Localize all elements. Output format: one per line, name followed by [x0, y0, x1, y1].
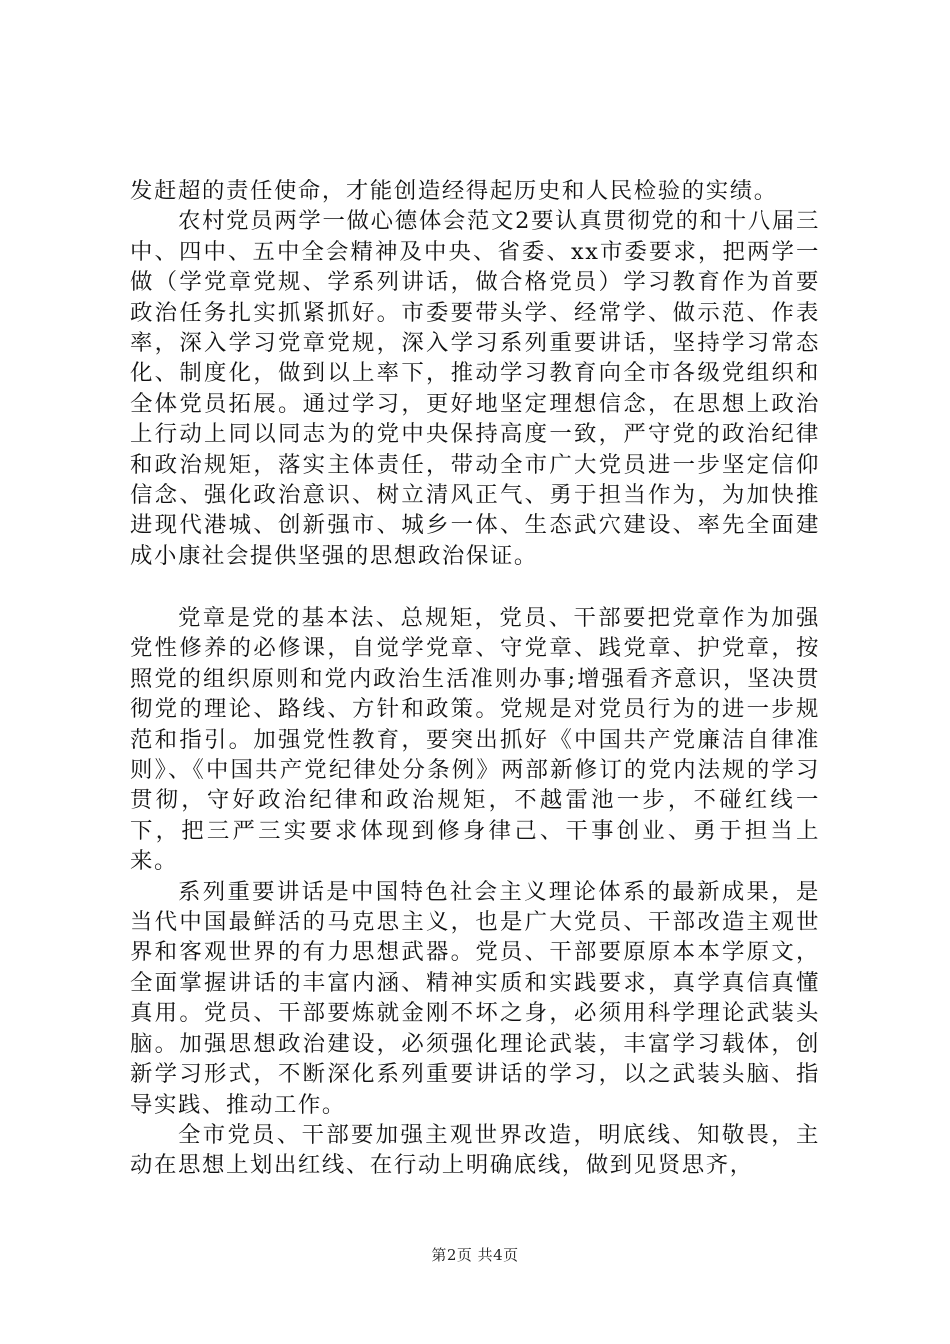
paragraph-party-constitution: 党章是党的基本法、总规矩，党员、干部要把党章作为加强党性修养的必修课，自觉学党章、守党章、践党章、护党章，按照党的组织原则和党内政治生活准则办事;增强看齐意识，坚决贯彻党的理论、路线、方针和政策。党规是对党员行为的进一步规范和指引。加强党性教育，要突出抓好《中国共产党廉洁自律准则》、《中国共产党纪律处分条例》两部新修订的党内法规的学习贯彻，守好政治纪律和政治规矩，不越雷池一步，不碰红线一下，把三严三实要求体现到修身律己、干事创业、勇于担当上来。: [130, 605, 820, 875]
paragraph-important-speeches: 系列重要讲话是中国特色社会主义理论体系的最新成果，是当代中国最鲜活的马克思主义，也是广大党员、干部改造主观世界和客观世界的有力思想武器。党员、干部要原原本本学原文，全面掌握讲话的丰富内涵、精神实质和实践要求，真学真信真懂真用。党员、干部要炼就金刚不坏之身，必须用科学理论武装头脑。加强思想政治建设，必须强化理论武装，丰富学习载体，创新学习形式，不断深化系列重要讲话的学习，以之武装头脑、指导实践、推动工作。: [130, 878, 820, 1118]
body-text-section-1: [130, 176, 820, 571]
page-number-footer: 第2页 共4页: [431, 1246, 519, 1264]
body-text-section-2: [130, 603, 820, 1181]
paragraph-worldview-reform: 全市党员、干部要加强主观世界改造，明底线、知敬畏，主动在思想上划出红线、在行动上明确底线，做到见贤思齐，: [130, 1121, 820, 1179]
paragraph-continuation: 发赶超的责任使命，才能创造经得起历史和人民检验的实绩。: [130, 178, 778, 204]
paragraph-intro: 农村党员两学一做心德体会范文2要认真贯彻党的和十八届三中、四中、五中全会精神及中央、省委、xx市委要求，把两学一做（学党章党规、学系列讲话，做合格党员）学习教育作为首要政治任务扎实抓紧抓好。市委要带头学、经常学、做示范、作表率，深入学习党章党规，深入学习系列重要讲话，坚持学习常态化、制度化，做到以上率下，推动学习教育向全市各级党组织和全体党员拓展。通过学习，更好地坚定理想信念，在思想上政治上行动上同以同志为的党中央保持高度一致，严守党的政治纪律和政治规矩，落实主体责任，带动全市广大党员进一步坚定信仰信念、强化政治意识、树立清风正气、勇于担当作为，为加快推进现代港城、创新强市、城乡一体、生态武穴建设、率先全面建成小康社会提供坚强的思想政治保证。: [130, 208, 820, 569]
